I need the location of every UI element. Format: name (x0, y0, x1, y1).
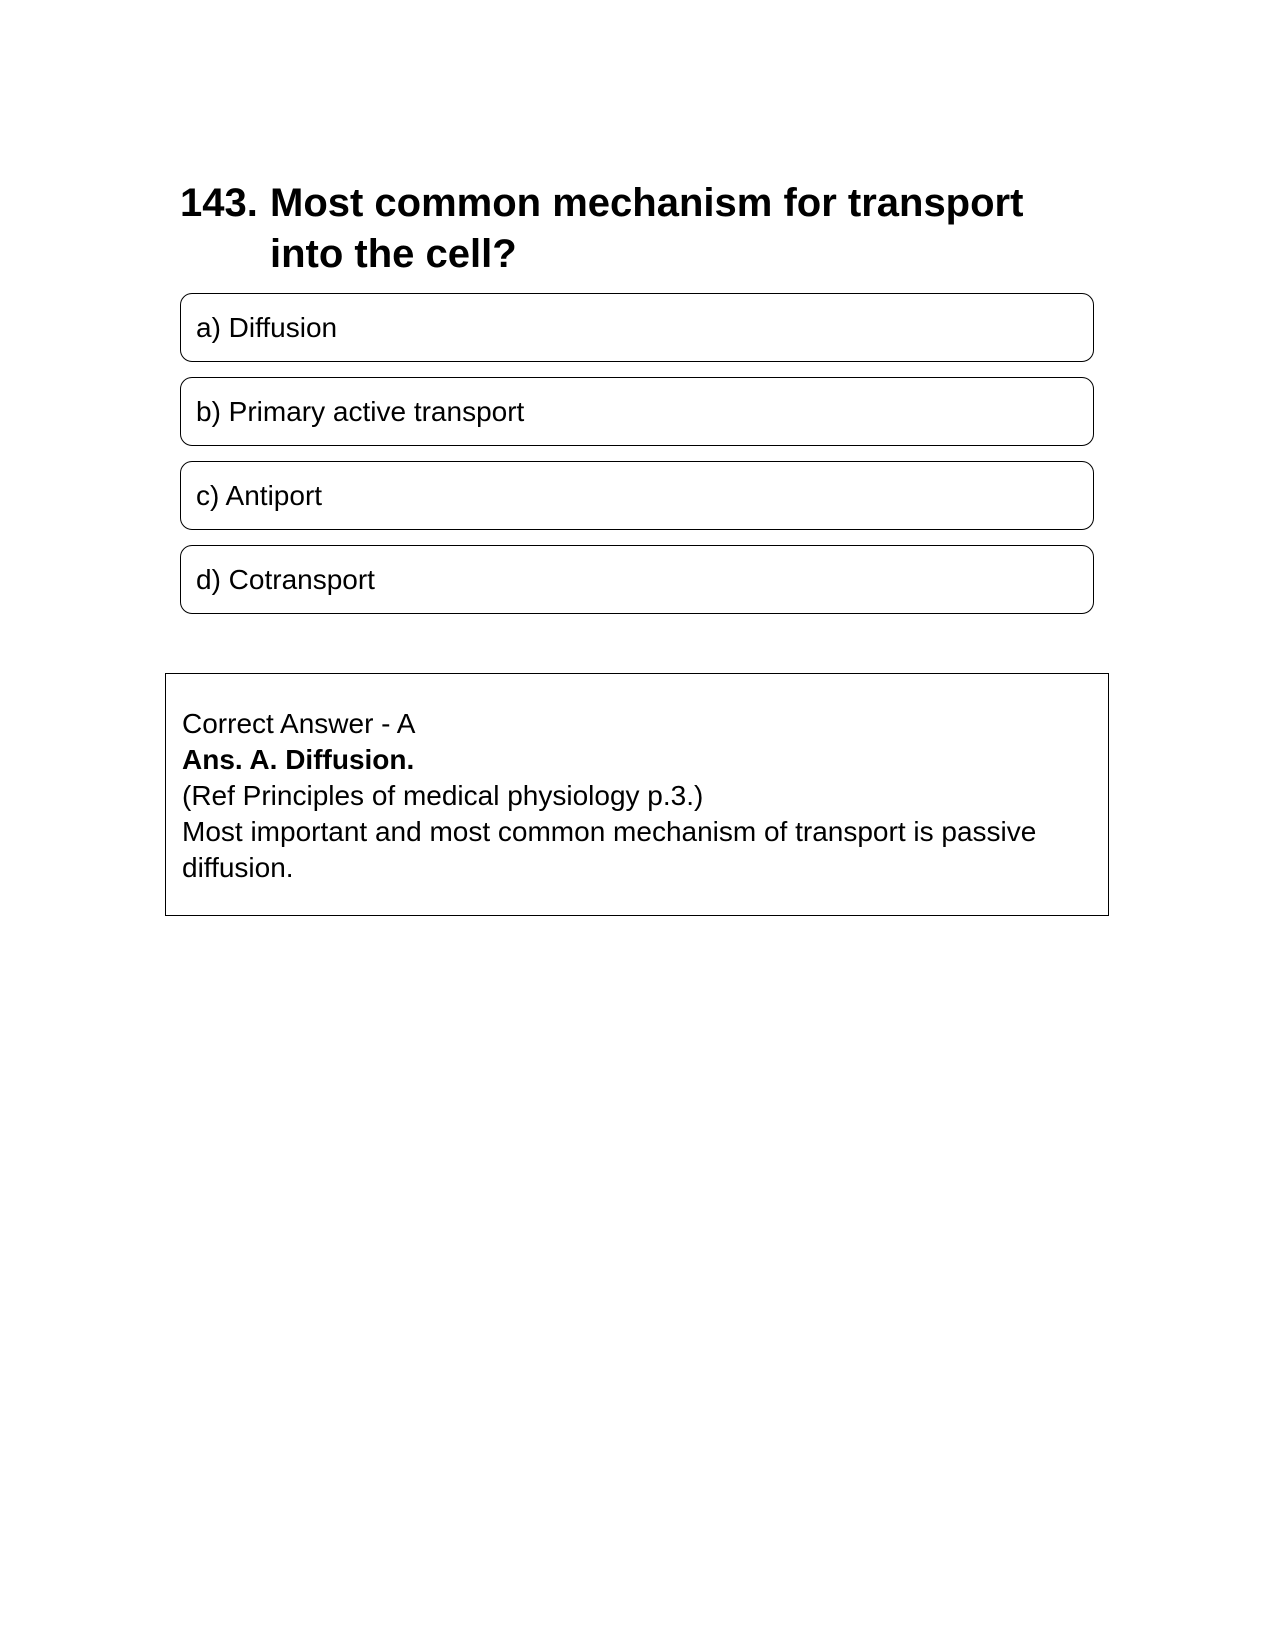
options-list (180, 293, 1094, 629)
option-c[interactable]: c) Antiport (180, 461, 1094, 530)
question-number: 143. (180, 181, 258, 225)
correct-answer-line: Correct Answer - A (182, 708, 416, 739)
explanation-text: Most important and most common mechanism of transport is passive diffusion. (182, 816, 1037, 883)
option-b[interactable]: b) Primary active transport (180, 377, 1094, 446)
answer-box (165, 673, 1109, 916)
answer-title: Ans. A. Diffusion. (182, 744, 415, 775)
reference-line: (Ref Principles of medical physiology p.3.) (182, 780, 704, 811)
option-d[interactable]: d) Cotransport (180, 545, 1094, 614)
option-a[interactable]: a) Diffusion (180, 293, 1094, 362)
question-heading (180, 178, 1090, 280)
question-text: Most common mechanism for transport into the cell? (270, 181, 1024, 276)
